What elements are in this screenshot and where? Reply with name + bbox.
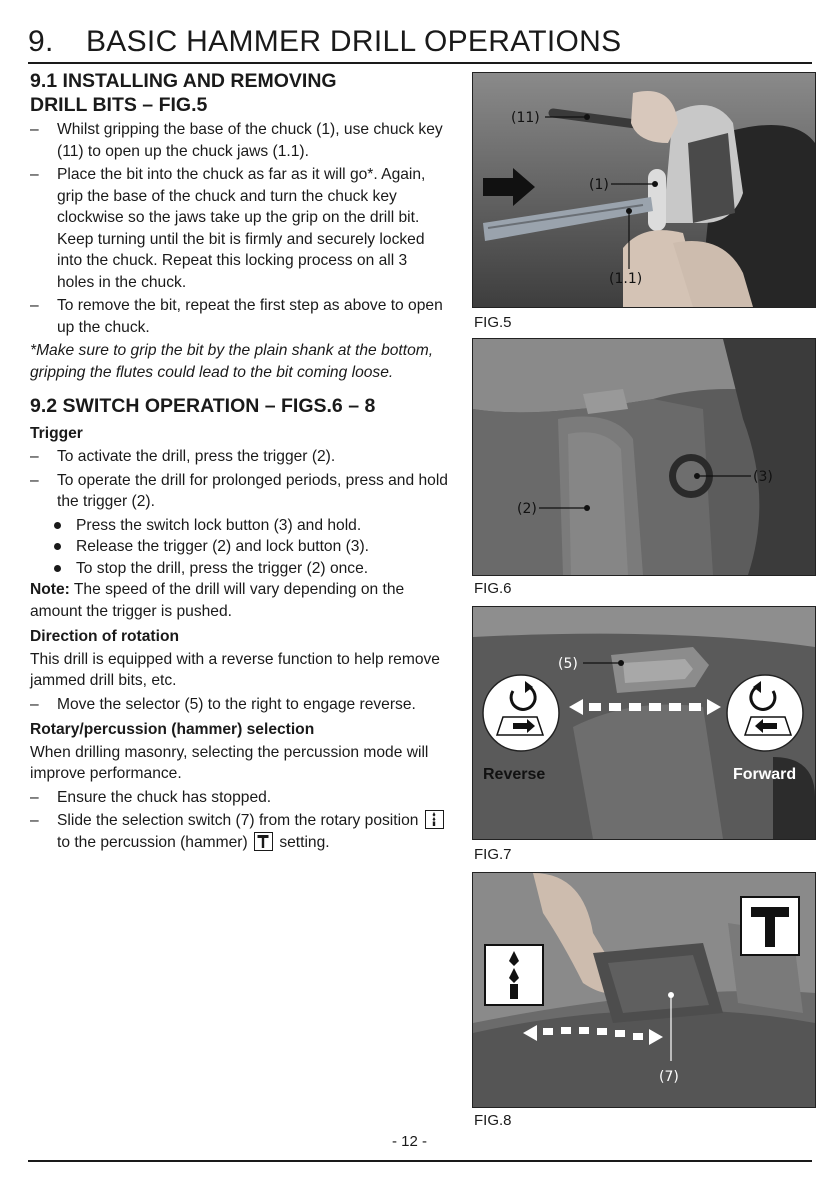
figure-8-caption: FIG.8: [474, 1112, 512, 1129]
step-text: Place the bit into the chuck as far as it will go*. Again, grip the base of the chuck and turn the chuck key clockwise so the jaws take up the grip on the drill bit. Keep turning until the bit is firmly and securely locked into the chuck. Repeat this locking process on all 3 holes in the chuck.: [57, 166, 426, 291]
hammer-mode-icon: [254, 832, 273, 851]
dash-mark: –: [30, 695, 39, 713]
figure-7-image: [472, 606, 816, 840]
step-text: Slide the selection switch (7) from the rotary position: [57, 812, 423, 829]
footer-rule: [28, 1160, 812, 1162]
step-text: to the percussion (hammer): [57, 833, 252, 851]
list-item: [30, 164, 448, 293]
rotary-steps: [30, 787, 448, 854]
fig7-forward-label: Forward: [733, 766, 797, 783]
step-text: Whilst gripping the base of the chuck (1), use chuck key (11) to open up the chuck jaws (1.1).: [57, 121, 443, 160]
fig6-label-3: (3): [753, 469, 773, 485]
dash-mark: –: [30, 297, 39, 314]
section-1-heading-line2: DRILL BITS – FIG.5: [30, 93, 208, 116]
dash-mark: –: [30, 121, 39, 138]
step-text: setting.: [275, 833, 330, 851]
page-number: - 12 -: [392, 1133, 428, 1150]
figure-5-caption: FIG.5: [474, 314, 512, 331]
section-2-heading: 9.2 SWITCH OPERATION – FIGS.6 – 8: [30, 395, 376, 417]
fig7-reverse-label: Reverse: [483, 766, 546, 783]
speed-note: [30, 579, 448, 622]
trigger-steps: [30, 446, 448, 513]
section-number: 9.: [28, 25, 54, 58]
dash-mark: –: [30, 166, 39, 183]
trigger-sub-steps: [30, 515, 448, 580]
list-item: [30, 787, 448, 809]
list-item: [30, 810, 448, 853]
figure-5-image: [472, 72, 816, 308]
figure-6-caption: FIG.6: [474, 580, 512, 597]
fig8-label-7: (7): [659, 1069, 679, 1085]
note-label: Note:: [30, 581, 70, 598]
drill-mode-icon: [425, 810, 444, 829]
list-item: [30, 295, 448, 338]
step-text: To operate the drill for prolonged periods, press and hold the trigger (2).: [57, 471, 448, 510]
list-item: [30, 470, 448, 513]
list-item: [30, 694, 448, 716]
fig5-label-1-1: (1.1): [609, 271, 643, 287]
dash-mark: –: [30, 448, 39, 465]
list-item: [30, 446, 448, 468]
dash-mark: –: [30, 471, 39, 489]
text-column: [30, 70, 448, 855]
section-1-heading-line1: 9.1 INSTALLING AND REMOVING: [30, 70, 337, 92]
list-item: To stop the drill, press the trigger (2) once.: [50, 558, 448, 580]
direction-steps: [30, 694, 448, 716]
rotary-subheading: Rotary/percussion (hammer) selection: [30, 721, 315, 738]
figure-6-image: [472, 338, 816, 576]
section-title: BASIC HAMMER DRILL OPERATIONS: [86, 25, 622, 58]
fig5-label-1: (1): [589, 177, 609, 193]
fig5-label-11: (11): [511, 110, 540, 126]
grip-note: *Make sure to grip the bit by the plain shank at the bottom, gripping the flutes could lead to the bit coming loose.: [30, 342, 434, 381]
list-item: Release the trigger (2) and lock button (3).: [50, 536, 448, 558]
figure-8-image: [472, 872, 816, 1108]
step-text: To remove the bit, repeat the first step as above to open up the chuck.: [57, 297, 443, 336]
step-text: Ensure the chuck has stopped.: [57, 788, 272, 806]
dash-mark: –: [30, 788, 39, 806]
list-item: [30, 119, 448, 162]
section-1-steps: [30, 119, 448, 338]
rotary-text: When drilling masonry, selecting the percussion mode will improve performance.: [30, 743, 429, 782]
fig7-label-5: (5): [558, 656, 578, 672]
direction-text: This drill is equipped with a reverse function to help remove jammed drill bits, etc.: [30, 650, 440, 689]
note-text: The speed of the drill will vary depending on the amount the trigger is pushed.: [30, 581, 405, 620]
trigger-subheading: Trigger: [30, 424, 83, 442]
fig6-label-2: (2): [517, 501, 537, 517]
page-title: [28, 24, 812, 64]
direction-subheading: Direction of rotation: [30, 628, 180, 645]
step-text: Move the selector (5) to the right to engage reverse.: [57, 695, 416, 713]
dash-mark: –: [30, 812, 39, 829]
figure-7-caption: FIG.7: [474, 846, 512, 863]
list-item: Press the switch lock button (3) and hold.: [50, 515, 448, 537]
section-1-heading: [30, 70, 448, 117]
step-text: To activate the drill, press the trigger (2).: [57, 448, 336, 465]
